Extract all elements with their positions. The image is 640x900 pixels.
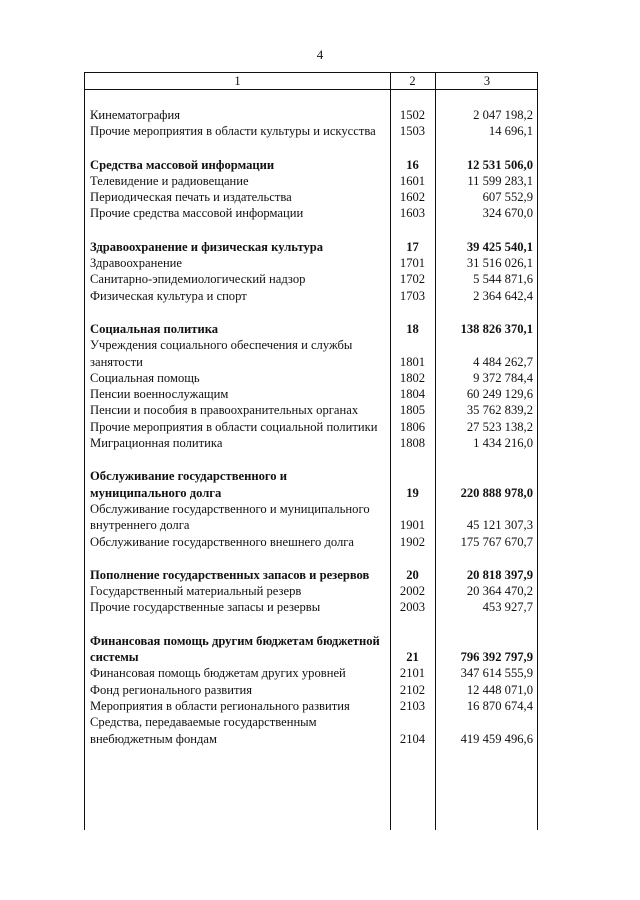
table-row: [85, 370, 537, 386]
row-code: 1602: [399, 190, 426, 205]
column-header-1: 1: [234, 74, 241, 88]
row-name: Кинематография: [90, 108, 180, 122]
row-amount: 20 364 470,2: [466, 584, 533, 599]
table-row: [85, 534, 537, 550]
row-code: 2102: [399, 682, 426, 697]
section-row: [85, 157, 537, 173]
row-name: Мероприятия в области регионального развития: [90, 698, 350, 713]
column-header-2: 2: [409, 74, 416, 88]
row-amount: 138 826 370,1: [460, 321, 533, 336]
row-name: Прочие средства массовой информации: [90, 206, 304, 221]
row-amount: 347 614 555,9: [460, 666, 533, 681]
table-row: [85, 682, 537, 698]
row-code: 2101: [399, 666, 426, 681]
row-name: Социальная политика: [90, 321, 219, 336]
row-amount: 16 870 674,4: [466, 698, 533, 713]
row-amount: 39 425 540,1: [466, 239, 533, 254]
table-row: [85, 501, 537, 534]
table-body: [85, 107, 537, 747]
row-amount: 4 484 262,7: [473, 354, 533, 369]
table-row: [85, 107, 537, 123]
row-amount: 9 372 784,4: [473, 370, 533, 385]
row-code: 1603: [399, 206, 426, 221]
table-row: [85, 583, 537, 599]
row-name: Здравоохранение: [90, 256, 183, 271]
row-amount: 31 516 026,1: [466, 256, 533, 271]
row-code: 1902: [399, 534, 426, 549]
row-code: 1804: [399, 387, 426, 402]
row-code: 2003: [399, 600, 426, 615]
row-amount: 2 047 198,2: [473, 108, 533, 122]
row-amount: 20 818 397,9: [466, 567, 533, 582]
row-name: Учреждения социального обеспечения и службы занятости: [90, 338, 353, 369]
row-code: 1805: [399, 403, 426, 418]
row-name: Обслуживание государственного и муниципального долга: [90, 469, 287, 500]
row-amount: 419 459 496,6: [460, 731, 533, 746]
row-code: 2103: [399, 698, 426, 713]
row-amount: 175 767 670,7: [460, 534, 533, 549]
table-row: [85, 288, 537, 304]
row-amount: 607 552,9: [482, 190, 533, 205]
table-row: [85, 271, 537, 287]
table-row: [85, 189, 537, 205]
section-row: [85, 239, 537, 255]
row-code: 21: [406, 650, 419, 665]
row-amount: 12 531 506,0: [466, 157, 533, 172]
row-name: Пополнение государственных запасов и резервов: [90, 567, 370, 582]
row-code: 1801: [399, 354, 426, 369]
row-name: Средства массовой информации: [90, 157, 275, 172]
page-number: 4: [316, 47, 324, 62]
row-name: Пенсии и пособия в правоохранительных органах: [90, 403, 359, 418]
row-amount: 2 364 642,4: [473, 288, 533, 303]
row-code: 1802: [399, 370, 426, 385]
row-code: 1502: [399, 108, 426, 122]
row-code: 1701: [399, 256, 426, 271]
row-amount: 12 448 071,0: [466, 682, 533, 697]
row-amount: 11 599 283,1: [467, 173, 533, 188]
row-code: 17: [406, 239, 419, 254]
row-code: 1503: [399, 124, 426, 139]
table-row: [85, 599, 537, 615]
row-amount: 796 392 797,9: [460, 650, 533, 665]
row-name: Физическая культура и спорт: [90, 288, 247, 303]
table-row: [85, 419, 537, 435]
row-name: Периодическая печать и издательства: [90, 190, 292, 205]
row-code: 1703: [399, 288, 426, 303]
budget-table: [84, 72, 538, 830]
row-name: Телевидение и радиовещание: [90, 173, 249, 188]
row-code: 2002: [399, 584, 426, 599]
table-header: [85, 73, 537, 90]
row-code: 1702: [399, 272, 426, 287]
row-name: Финансовая помощь бюджетам других уровней: [90, 666, 346, 681]
row-name: Государственный материальный резерв: [90, 584, 302, 599]
table-row: [85, 402, 537, 418]
table-row: [85, 123, 537, 139]
row-amount: 220 888 978,0: [460, 485, 533, 500]
table-row: [85, 698, 537, 714]
row-name: Финансовая помощь другим бюджетам бюджетной системы: [90, 633, 380, 665]
column-header-3: 3: [483, 74, 491, 88]
row-name: Миграционная политика: [90, 436, 223, 451]
table-row: [85, 435, 537, 451]
table-row: [85, 337, 537, 370]
row-name: Пенсии военнослужащим: [90, 387, 229, 402]
row-amount: 14 696,1: [488, 124, 533, 139]
row-amount: 45 121 307,3: [466, 518, 533, 533]
row-amount: 60 249 129,6: [466, 387, 533, 402]
row-name: Обслуживание государственного внешнего долга: [90, 534, 355, 549]
row-code: 1901: [399, 518, 426, 533]
row-code: 1808: [399, 436, 426, 451]
row-name: Социальная помощь: [90, 370, 200, 385]
section-row: [85, 468, 537, 501]
row-amount: 324 670,0: [482, 206, 533, 221]
row-name: Фонд регионального развития: [90, 682, 253, 697]
row-name: Прочие мероприятия в области социальной политики: [90, 419, 378, 434]
row-amount: 1 434 216,0: [473, 436, 533, 451]
row-code: 18: [406, 321, 419, 336]
row-name: Средства, передаваемые государственным внебюджетным фондам: [90, 715, 317, 746]
row-code: 19: [406, 485, 419, 500]
row-name: Прочие государственные запасы и резервы: [90, 600, 321, 615]
row-name: Здравоохранение и физическая культура: [90, 239, 324, 254]
table-row: [85, 714, 537, 747]
row-amount: 5 544 871,6: [473, 272, 533, 287]
row-code: 20: [406, 567, 419, 582]
table-row: [85, 255, 537, 271]
row-amount: 35 762 839,2: [466, 403, 533, 418]
row-amount: 453 927,7: [482, 600, 533, 615]
row-name: Прочие мероприятия в области культуры и искусства: [90, 124, 376, 139]
table-row: [85, 386, 537, 402]
table-row: [85, 665, 537, 681]
section-row: [85, 321, 537, 337]
row-amount: 27 523 138,2: [466, 419, 533, 434]
row-name: Обслуживание государственного и муниципального внутреннего долга: [90, 501, 370, 533]
row-name: Санитарно-эпидемиологический надзор: [90, 272, 306, 287]
table-row: [85, 173, 537, 189]
row-code: 2104: [399, 731, 426, 746]
row-code: 1806: [399, 419, 426, 434]
section-row: [85, 567, 537, 583]
table-row: [85, 205, 537, 221]
row-code: 1601: [399, 173, 426, 188]
row-code: 16: [406, 157, 419, 172]
section-row: [85, 633, 537, 666]
